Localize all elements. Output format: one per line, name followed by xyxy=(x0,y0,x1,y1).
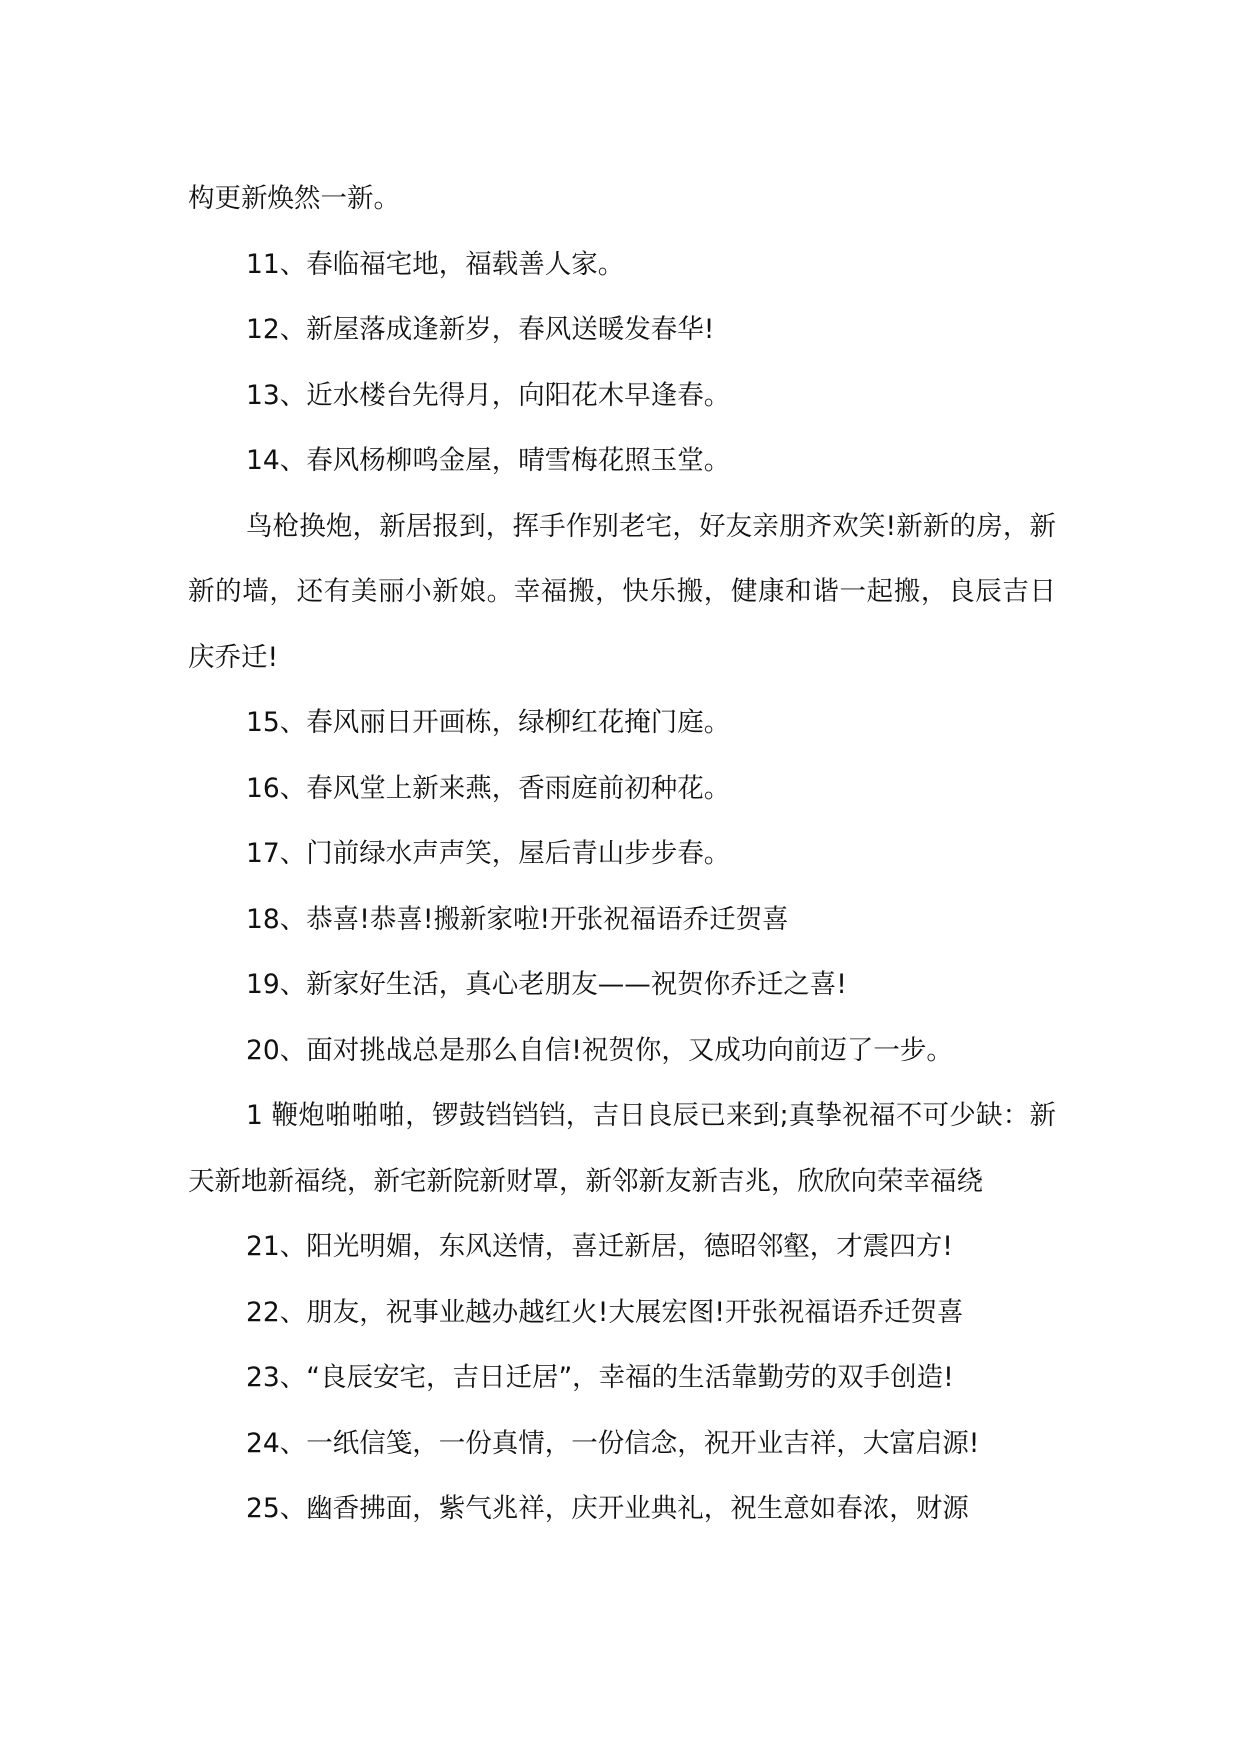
paragraph: 14、春风杨柳鸣金屋，晴雪梅花照玉堂。 xyxy=(246,445,731,476)
paragraph: 11、春临福宅地，福载善人家。 xyxy=(246,248,625,280)
paragraph: 22、朋友，祝事业越办越红火!大展宏图!开张祝福语乔迁贺喜 xyxy=(246,1296,964,1328)
paragraph: 24、一纸信笺，一份真情，一份信念，祝开业吉祥，大富启源! xyxy=(246,1427,980,1459)
paragraph: 20、面对挑战总是那么自信!祝贺你，又成功向前迈了一步。 xyxy=(246,1034,953,1066)
paragraph: 17、门前绿水声声笑，屋后青山步步春。 xyxy=(246,838,731,869)
paragraph: 16、春风堂上新来燕，香雨庭前初种花。 xyxy=(246,772,731,804)
paragraph: 1 鞭炮啪啪啪，锣鼓铛铛铛，吉日良辰已来到;真挚祝福不可少缺：新天新地新福绕，新宅新院新财罩，新邻新友新吉兆，欣欣向荣幸福绕 xyxy=(188,1100,1056,1197)
paragraph: 25、幽香拂面，紫气兆祥，庆开业典礼，祝生意如春浓，财源 xyxy=(246,1493,969,1524)
paragraph: 鸟枪换炮，新居报到，挥手作别老宅，好友亲朋齐欢笑!新新的房，新新的墙，还有美丽小新娘。幸福搬，快乐搬，健康和谐一起搬，良辰吉日庆乔迁! xyxy=(188,510,1056,673)
paragraph: 23、“良辰安宅，吉日迁居”，幸福的生活靠勤劳的双手创造! xyxy=(246,1362,954,1393)
paragraph: 13、近水楼台先得月，向阳花木早逢春。 xyxy=(246,379,731,411)
paragraph: 12、新屋落成逢新岁，春风送暖发春华! xyxy=(246,314,715,345)
paragraph: 18、恭喜!恭喜!搬新家啦!开张祝福语乔迁贺喜 xyxy=(246,903,789,935)
paragraph: 15、春风丽日开画栋，绿柳红花掩门庭。 xyxy=(246,707,731,738)
paragraph: 19、新家好生活，真心老朋友——祝贺你乔迁之喜! xyxy=(246,969,847,1000)
document-body xyxy=(188,166,1056,1542)
paragraph: 构更新焕然一新。 xyxy=(188,183,400,214)
paragraph: 21、阳光明媚，东风送情，喜迁新居，德昭邻壑，才震四方! xyxy=(246,1231,953,1262)
